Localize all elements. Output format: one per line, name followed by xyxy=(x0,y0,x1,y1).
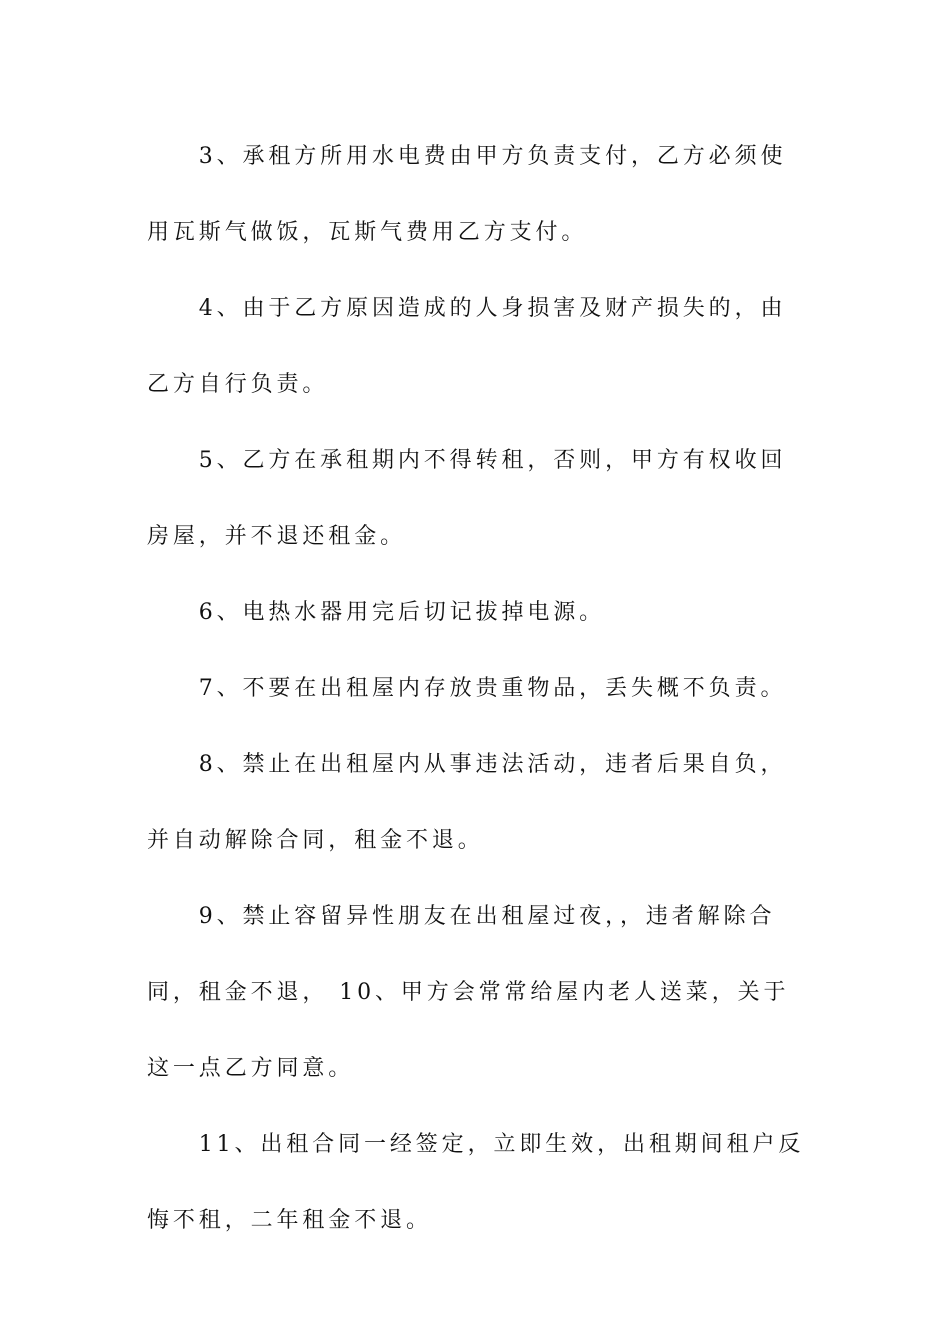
clause-9-10: 9、禁止容留异性朋友在出租屋过夜，，违者解除合同，租金不退， 10、甲方会常常给屋内老人送菜，关于这一点乙方同意。 xyxy=(147,904,790,1081)
clause-7: 7、不要在出租屋内存放贵重物品，丢失概不负责。 xyxy=(198,676,787,701)
clause-4: 4、由于乙方原因造成的人身损害及财产损失的，由乙方自行负责。 xyxy=(147,296,787,397)
clause-11: 11、出租合同一经签定，立即生效，出租期间租户反悔不租，二年租金不退。 xyxy=(147,1132,805,1233)
clause-3: 3、承租方所用水电费由甲方负责支付，乙方必须使用瓦斯气做饭，瓦斯气费用乙方支付。 xyxy=(147,144,787,245)
clause-8: 8、禁止在出租屋内从事违法活动，违者后果自负，并自动解除合同，租金不退。 xyxy=(147,752,787,853)
clause-5: 5、乙方在承租期内不得转租，否则，甲方有权收回房屋，并不退还租金。 xyxy=(147,448,787,549)
document-body xyxy=(147,119,807,1259)
clause-6: 6、电热水器用完后切记拔掉电源。 xyxy=(198,600,606,625)
